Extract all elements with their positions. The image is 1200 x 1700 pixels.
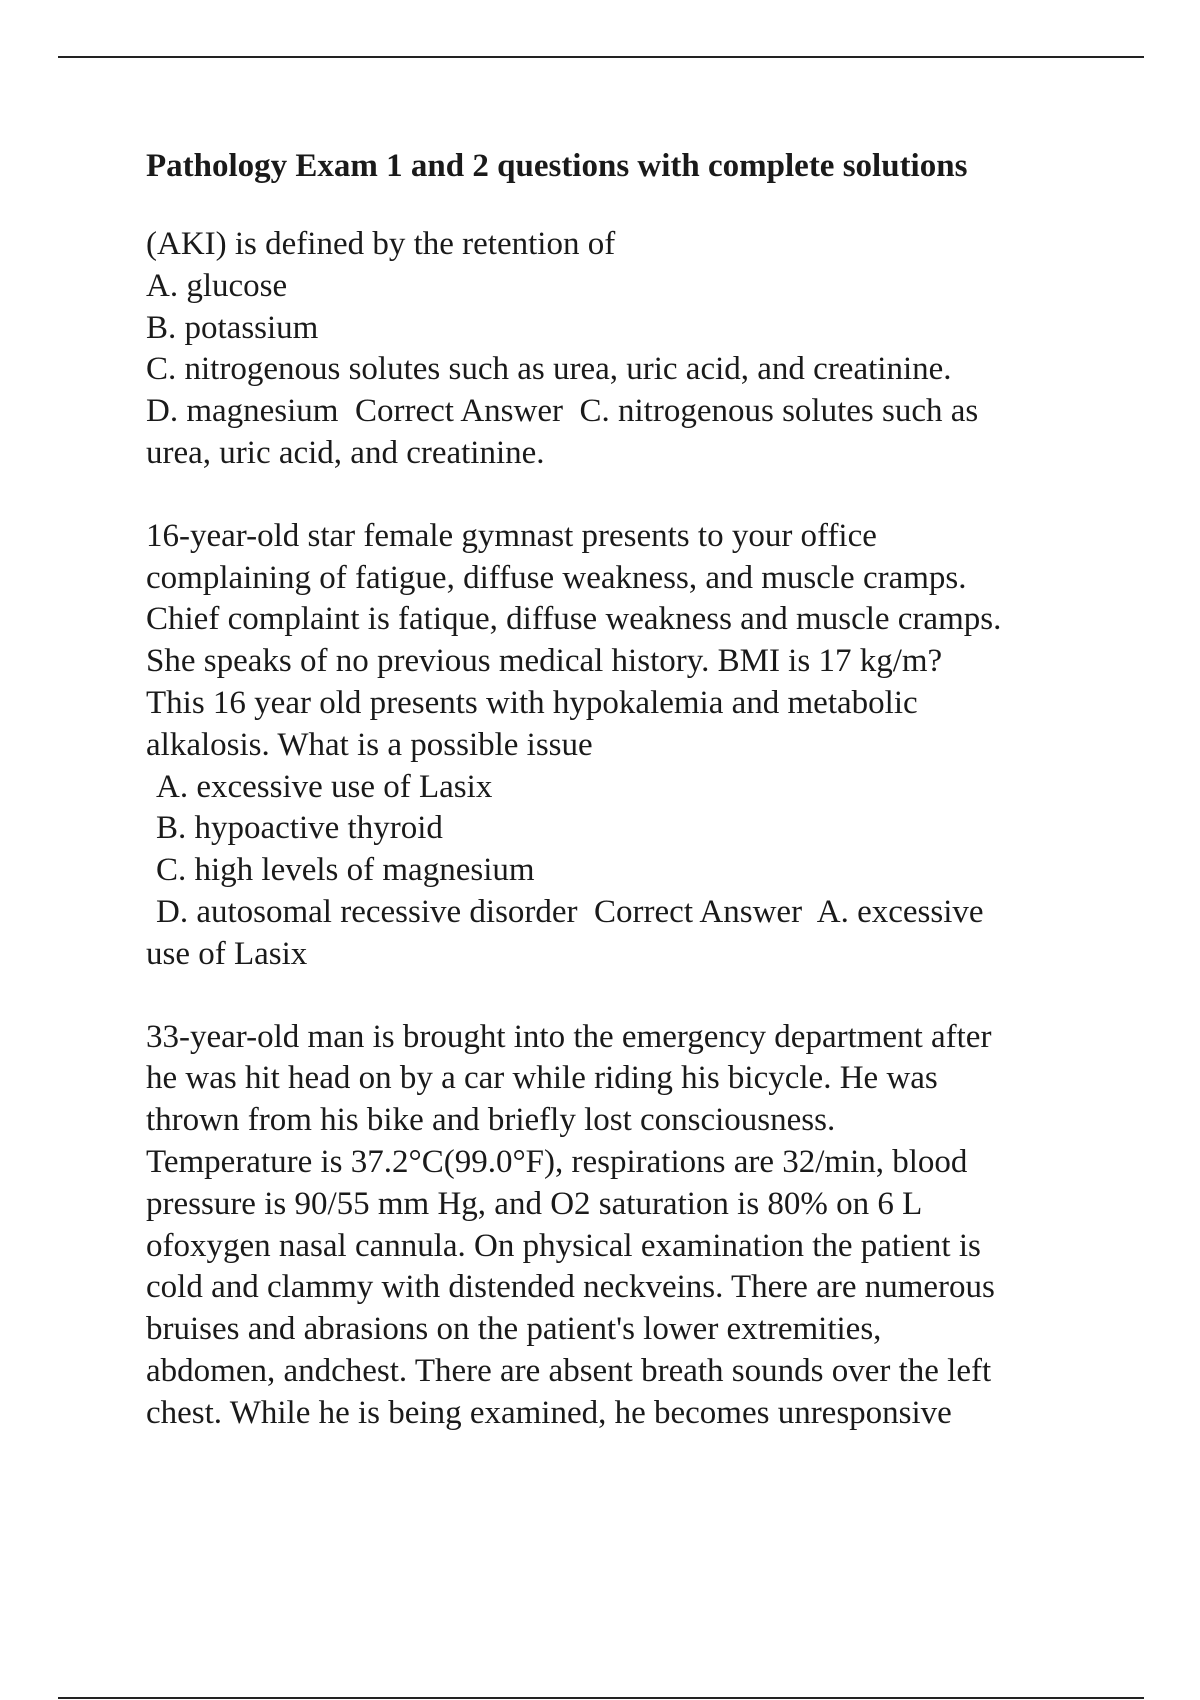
footer-rule — [58, 1697, 1144, 1699]
header-rule — [58, 56, 1144, 58]
answer-option-d-with-correct-answer: D. autosomal recessive disorder Correct Answer A. excessive — [156, 893, 984, 930]
question-text-line: alkalosis. What is a possible issue — [146, 726, 593, 763]
question-text-line: pressure is 90/55 mm Hg, and O2 saturation is 80% on 6 L — [146, 1185, 923, 1222]
question-text-line: cold and clammy with distended neckveins. There are numerous — [146, 1269, 995, 1306]
answer-option-d-with-correct-answer: D. magnesium Correct Answer C. nitrogenous solutes such as — [146, 393, 979, 430]
answer-option-a: A. glucose — [146, 267, 288, 304]
answer-option-c: C. high levels of magnesium — [156, 852, 535, 889]
question-text-line: She speaks of no previous medical history. BMI is 17 kg/m? — [146, 643, 943, 680]
question-text-line: complaining of fatigue, diffuse weakness, and muscle cramps. — [146, 559, 967, 596]
question-block-aki — [146, 224, 1146, 475]
answer-option-c: C. nitrogenous solutes such as urea, uric acid, and creatinine. — [146, 351, 952, 388]
question-text-line: 16-year-old star female gymnast presents to your office — [146, 517, 877, 554]
question-text-line: bruises and abrasions on the patient's lower extremities, — [146, 1311, 882, 1348]
answer-option-b: B. potassium — [146, 309, 319, 346]
question-text-line: he was hit head on by a car while riding his bicycle. He was — [146, 1060, 938, 1097]
question-text-line: (AKI) is defined by the retention of — [146, 226, 616, 262]
answer-option-a: A. excessive use of Lasix — [156, 768, 493, 805]
question-text-line: This 16 year old presents with hypokalemia and metabolic — [146, 684, 918, 721]
document-body — [146, 146, 1146, 1476]
question-text-line: Chief complaint is fatique, diffuse weakness and muscle cramps. — [146, 601, 1002, 638]
question-text-line: ofoxygen nasal cannula. On physical examination the patient is — [146, 1227, 981, 1264]
question-text-line: thrown from his bike and briefly lost consciousness. — [146, 1102, 836, 1139]
correct-answer-continuation: use of Lasix — [146, 935, 308, 972]
question-block-trauma — [146, 1017, 1146, 1435]
question-text-line: Temperature is 37.2°C(99.0°F), respirations are 32/min, blood — [146, 1143, 968, 1180]
question-text-line: abdomen, andchest. There are absent breath sounds over the left — [146, 1352, 992, 1389]
correct-answer-continuation: urea, uric acid, and creatinine. — [146, 434, 545, 471]
question-text-line: chest. While he is being examined, he becomes unresponsive — [146, 1394, 952, 1431]
question-text-line: 33-year-old man is brought into the emergency department after — [146, 1018, 992, 1055]
answer-option-b: B. hypoactive thyroid — [156, 810, 443, 847]
document-title: Pathology Exam 1 and 2 questions with complete solutions — [146, 148, 968, 184]
question-block-gymnast — [146, 516, 1146, 976]
